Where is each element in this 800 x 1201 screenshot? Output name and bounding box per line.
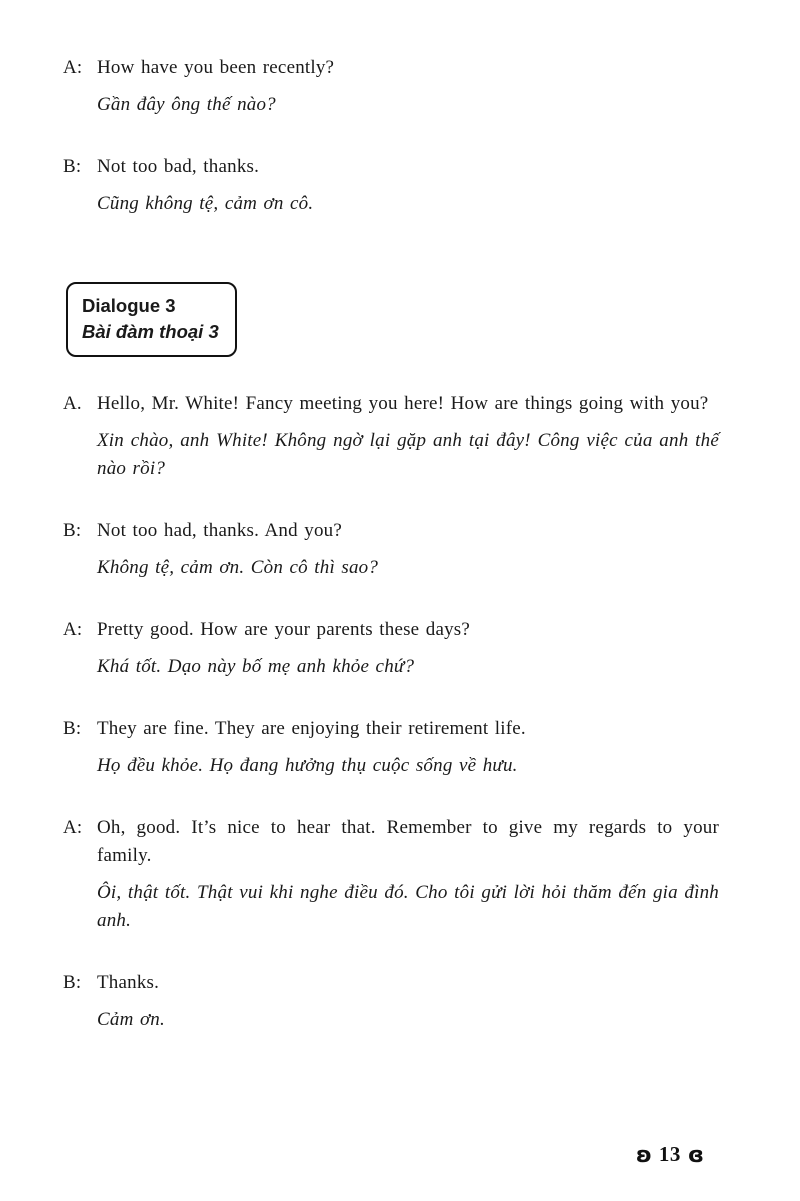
vietnamese-line: Cảm ơn.	[97, 1009, 165, 1030]
english-line	[63, 715, 719, 743]
english-text: Hello, Mr. White! Fancy meeting you here! How are things going with you?	[97, 393, 709, 414]
dialogue-entry	[63, 517, 719, 582]
english-line	[63, 54, 719, 82]
english-line	[63, 616, 719, 644]
english-line	[63, 969, 719, 997]
dialogue-entry	[63, 969, 719, 1034]
vietnamese-line: Ôi, thật tốt. Thật vui khi nghe điều đó. Cho tôi gửi lời hỏi thăm đến gia đình anh.	[97, 882, 719, 931]
speaker-label: B:	[63, 972, 82, 993]
dialogue-entry	[63, 390, 719, 483]
page-number: 13	[658, 1142, 681, 1166]
english-text: Pretty good. How are your parents these days?	[97, 619, 471, 640]
speaker-label: A:	[63, 57, 83, 78]
speaker-label: A:	[63, 817, 83, 838]
english-text: Oh, good. It’s nice to hear that. Remember to give my regards to your family.	[97, 817, 719, 866]
dialogue-section-box	[66, 282, 237, 357]
left-fleuron-ornament-icon: ʚ	[635, 1142, 652, 1168]
speaker-label: A:	[63, 619, 83, 640]
english-text: Not too bad, thanks.	[97, 156, 260, 177]
right-fleuron-ornament-icon: ɞ	[687, 1142, 704, 1168]
dialogue-entry	[63, 814, 719, 935]
english-line	[63, 390, 719, 418]
english-text: They are fine. They are enjoying their retirement life.	[97, 718, 526, 739]
dialogue-entry	[63, 616, 719, 681]
english-text: Not too had, thanks. And you?	[97, 520, 342, 541]
vietnamese-line: Họ đều khỏe. Họ đang hưởng thụ cuộc sống về hưu.	[97, 755, 518, 776]
speaker-label: B:	[63, 156, 82, 177]
speaker-label: B:	[63, 520, 82, 541]
dialogue-box-subtitle: Bài đàm thoại 3	[82, 321, 219, 342]
english-line	[63, 814, 719, 870]
dialogue-entry	[63, 715, 719, 780]
english-line	[63, 153, 719, 181]
speaker-label: A.	[63, 393, 82, 414]
english-text: How have you been recently?	[97, 57, 335, 78]
dialogue-entry	[63, 54, 719, 119]
page-footer	[636, 1142, 704, 1167]
dialogue-box-title: Dialogue 3	[82, 295, 176, 316]
vietnamese-line: Không tệ, cảm ơn. Còn cô thì sao?	[97, 557, 379, 578]
english-text: Thanks.	[97, 972, 160, 993]
english-line	[63, 517, 719, 545]
speaker-label: B:	[63, 718, 82, 739]
vietnamese-line: Gần đây ông thế nào?	[97, 94, 276, 115]
vietnamese-line: Cũng không tệ, cảm ơn cô.	[97, 193, 314, 214]
vietnamese-line: Xin chào, anh White! Không ngờ lại gặp anh tại đây! Công việc của anh thế nào rồi?	[97, 430, 719, 479]
dialogue-entry	[63, 153, 719, 218]
vietnamese-line: Khá tốt. Dạo này bố mẹ anh khỏe chứ?	[97, 656, 415, 677]
